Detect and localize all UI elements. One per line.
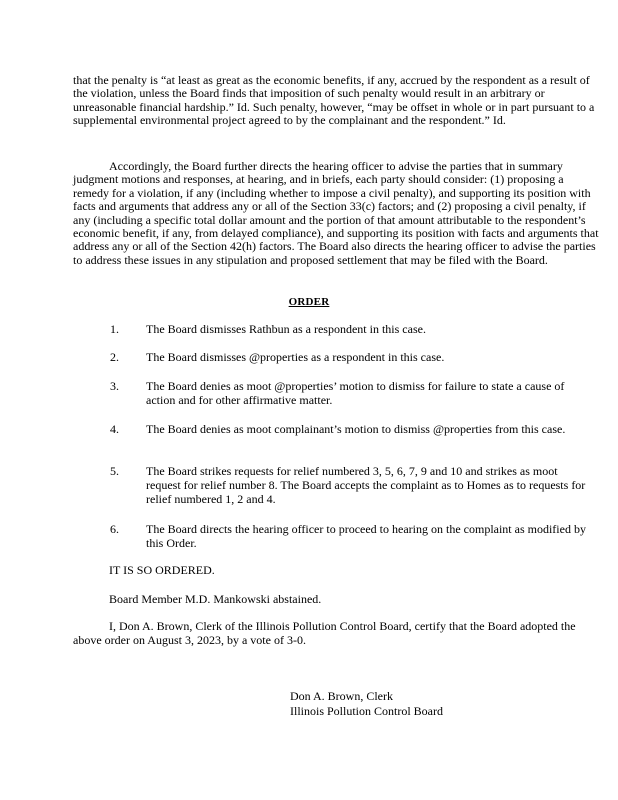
order-item-text: The Board directs the hearing officer to proceed to hearing on the complaint as modified by this Order. bbox=[146, 522, 586, 550]
body-paragraph-penalty: that the penalty is “at least as great as the economic benefits, if any, accrued by the respondent as a result of the violation, unless the Board finds that imposition of such penalty would result in an arbitrary or unreasonable financial hardship.” Id. Such penalty, however, “may be offset in whole or in part pursuant to a supplemental environmental project agreed to by the complainant and the respondent.” Id. bbox=[73, 73, 595, 128]
order-item-number: 2. bbox=[110, 350, 119, 364]
order-item-number: 4. bbox=[110, 422, 119, 436]
order-heading: ORDER bbox=[288, 296, 330, 308]
order-item-number: 6. bbox=[110, 522, 119, 536]
signature-name: Don A. Brown, Clerk bbox=[290, 689, 393, 703]
body-paragraph-directions: Accordingly, the Board further directs the hearing officer to advise the parties that in summary judgment motions and responses, at hearing, and in briefs, each party should consider: (1) proposing a remedy for a violation, if any (including whether to impose a civil penalty), and supporting its position with facts and arguments that address any or all of the Section 33(c) factors; and (2) proposing a civil penalty, if any (including a specific total dollar amount and the portion of that amount attributable to the respondent’s economic benefit, if any, from delayed compliance), and supporting its position with facts and arguments that address any or all of the Section 42(h) factors. The Board also directs the hearing officer to advise the parties to address these issues in any stipulation and proposed settlement that may be filed with the Board. bbox=[73, 159, 599, 267]
signature-title: Illinois Pollution Control Board bbox=[290, 704, 444, 718]
order-item-text: The Board denies as moot @properties’ motion to dismiss for failure to state a cause of action and for other affirmative matter. bbox=[146, 379, 565, 407]
so-ordered-line: IT IS SO ORDERED. bbox=[109, 563, 215, 577]
order-item-text: The Board strikes requests for relief numbered 3, 5, 6, 7, 9 and 10 and strikes as moot request for relief number 8. The Board accepts the complaint as to Homes as to requests for relief numbered 1, 2 and 4. bbox=[146, 464, 586, 506]
order-item-text: The Board dismisses @properties as a respondent in this case. bbox=[146, 350, 445, 364]
order-item-text: The Board dismisses Rathbun as a respondent in this case. bbox=[146, 322, 426, 336]
certification-paragraph: I, Don A. Brown, Clerk of the Illinois Pollution Control Board, certify that the Board adopted the above order on August 3, 2023, by a vote of 3-0. bbox=[73, 619, 576, 647]
order-item-text: The Board denies as moot complainant’s motion to dismiss @properties from this case. bbox=[146, 422, 566, 436]
order-item-number: 5. bbox=[110, 464, 119, 478]
order-item-number: 3. bbox=[110, 379, 119, 393]
order-item-number: 1. bbox=[110, 322, 119, 336]
signature-block bbox=[290, 689, 443, 719]
abstention-line: Board Member M.D. Mankowski abstained. bbox=[109, 592, 322, 606]
